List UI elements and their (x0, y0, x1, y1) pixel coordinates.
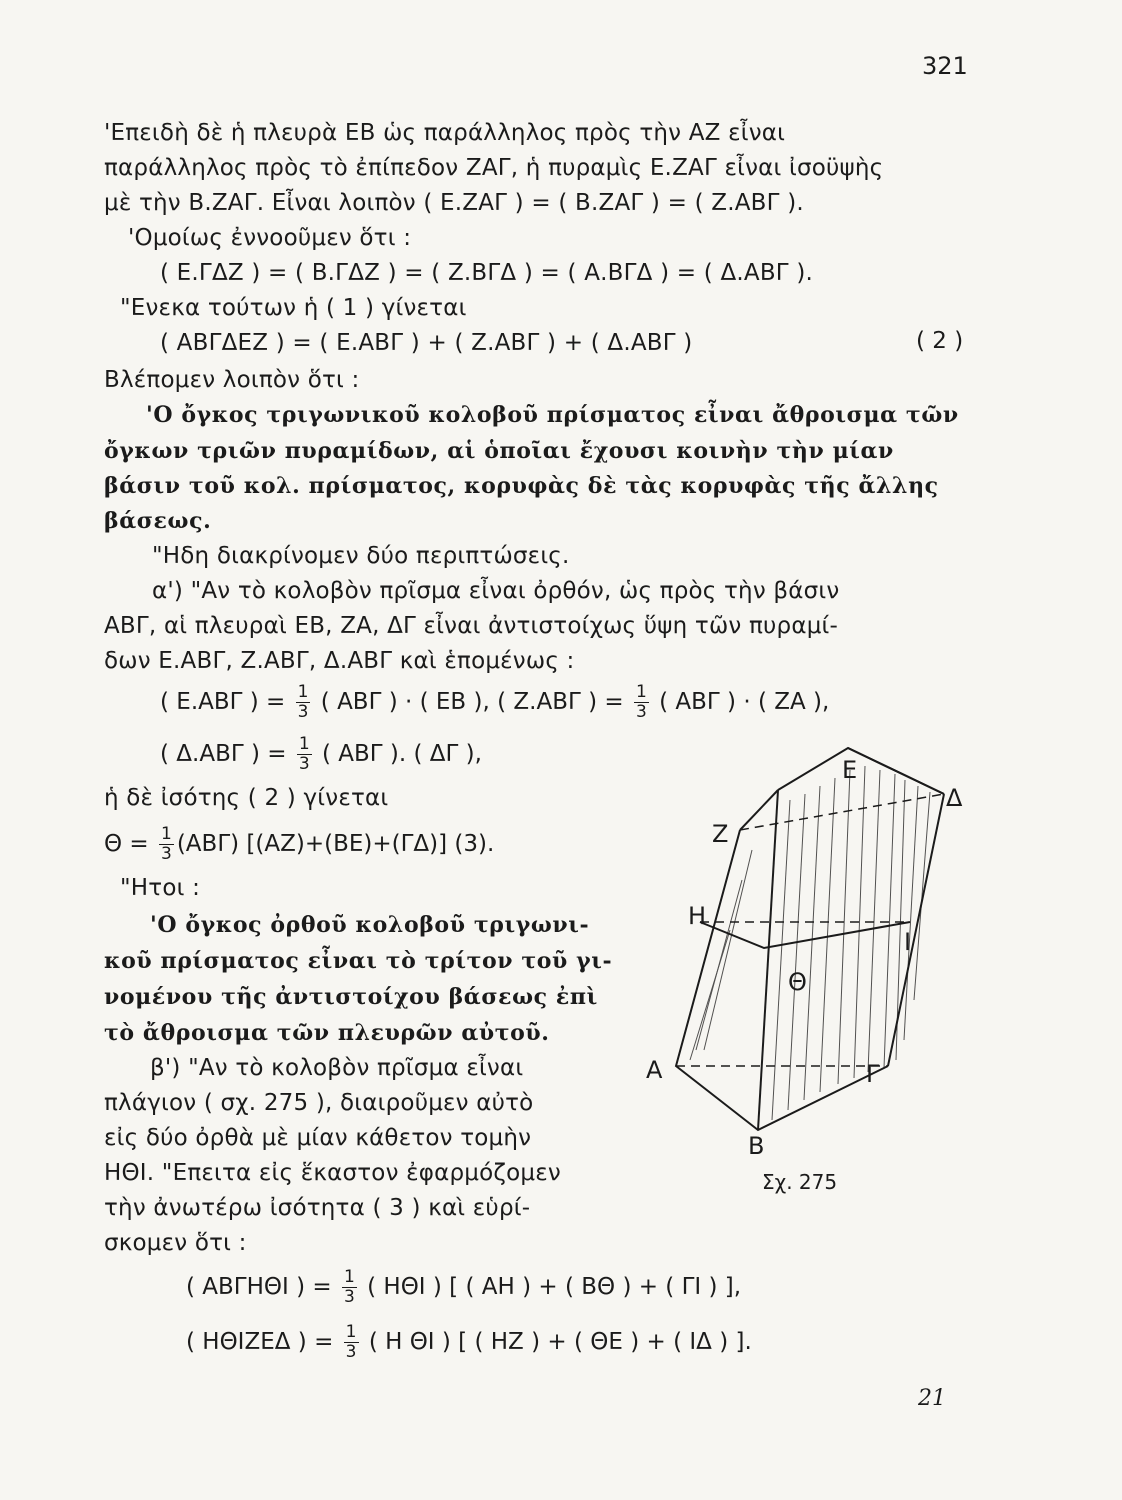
equation-a-line-1 (160, 683, 829, 722)
front-edges (676, 830, 888, 1130)
frac-den: 3 (345, 1342, 357, 1362)
frac-num: 1 (345, 1322, 357, 1342)
cases-line-3: ΑΒΓ, αἱ πλευραὶ ΕΒ, ΖΑ, ΔΓ εἶναι ἀντιστοίχως ὕψη τῶν πυραμί- (104, 613, 839, 639)
final-equation-2 (186, 1323, 752, 1362)
fraction-one-third (634, 683, 649, 722)
equation-2-number: ( 2 ) (916, 328, 964, 354)
eq-a-part-2: ( ΑΒΓ ) · ( ΕΒ ), ( Ζ.ΑΒΓ ) = (320, 689, 624, 715)
theorem1-line-1: 'Ο ὄγκος τριγωνικοῦ κολοβοῦ πρίσματος εἶναι ἄθροισμα τῶν (146, 402, 959, 428)
cases-line-2: α') "Αν τὸ κολοβὸν πρῖσμα εἶναι ὀρθόν, ὡς πρὸς τὴν βάσιν (152, 578, 840, 604)
frac-num: 1 (161, 824, 172, 844)
fraction-one-third (159, 825, 174, 864)
edge-BE (758, 790, 778, 1130)
theorem2-line-3: νομένου τῆς ἀντιστοίχου βάσεως ἐπὶ (104, 984, 598, 1010)
prism-figure (640, 740, 980, 1170)
theorem1-line-4: βάσεως. (104, 508, 212, 534)
label-D: Δ (946, 784, 963, 812)
equation-a-line-2 (160, 735, 482, 774)
eq-a-part-5: ( ΑΒΓ ). ( ΔΓ ), (321, 741, 482, 767)
theorem2-line-2: κοῦ πρίσματος εἶναι τὸ τρίτον τοῦ γι- (104, 948, 613, 974)
footer-number: 21 (918, 1386, 946, 1411)
label-Theta: Θ (788, 968, 807, 996)
case-b-line-4: ΗΘΙ. "Επειτα εἰς ἕκαστον ἐφαρμόζομεν (104, 1160, 561, 1186)
case-b-line-5: τὴν ἀνωτέρω ἰσότητα ( 3 ) καὶ εὑρί- (104, 1195, 531, 1221)
label-I: Ι (904, 928, 912, 956)
fraction-one-third (342, 1268, 357, 1307)
equation-gdz: ( Ε.ΓΔΖ ) = ( Β.ΓΔΖ ) = ( Ζ.ΒΓΔ ) = ( Α.ΒΓΔ ) = ( Δ.ΑΒΓ ). (160, 260, 814, 286)
final-eq2-part-2: ( Η ΘΙ ) [ ( ΗΖ ) + ( ΘΕ ) + ( ΙΔ ) ]. (368, 1329, 752, 1355)
frac-den: 3 (343, 1287, 355, 1307)
eq-a-part-4: ( Δ.ΑΒΓ ) = (160, 741, 287, 767)
edge-top-back (848, 748, 944, 794)
cases-line-4: δων Ε.ΑΒΓ, Ζ.ΑΒΓ, Δ.ΑΒΓ καὶ ἑπομένως : (104, 648, 575, 674)
final-equation-1 (186, 1268, 741, 1307)
fraction-one-third (297, 735, 312, 774)
final-eq1-part-2: ( ΗΘΙ ) [ ( ΑΗ ) + ( ΒΘ ) + ( ΓΙ ) ], (367, 1274, 742, 1300)
frac-num: 1 (298, 734, 310, 754)
label-Z: Ζ (712, 820, 729, 848)
theorem2-line-4: τὸ ἄθροισμα τῶν πλευρῶν αὐτοῦ. (104, 1020, 550, 1046)
page-number: 321 (922, 52, 968, 80)
cases-line-1: "Ηδη διακρίνομεν δύο περιπτώσεις. (152, 543, 570, 569)
frac-den: 3 (635, 702, 647, 722)
label-A: Α (646, 1056, 663, 1084)
figure-caption: Σχ. 275 (762, 1170, 838, 1194)
eq-a-part-3: ( ΑΒΓ ) · ( ΖΑ ), (659, 689, 830, 715)
edge-DG (888, 794, 944, 1066)
final-eq2-part-1: ( ΗΘΙΖΕΔ ) = (186, 1329, 334, 1355)
final-eq1-part-1: ( ΑΒΓΗΘΙ ) = (186, 1274, 332, 1300)
isotis-line: ἡ δὲ ἰσότης ( 2 ) γίνεται (104, 785, 389, 811)
case-b-line-6: σκομεν ὅτι : (104, 1230, 247, 1256)
theorem1-line-3: βάσιν τοῦ κολ. πρίσματος, κορυφὰς δὲ τὰς κορυφὰς τῆς ἄλλης (104, 473, 939, 499)
hidden-ZD (740, 794, 944, 830)
theta-eq-part-1: Θ = (104, 831, 149, 857)
label-B: Β (748, 1132, 765, 1160)
label-G: Γ (866, 1060, 880, 1088)
frac-den: 3 (161, 844, 172, 864)
text-line-4: 'Ομοίως ἐννοοῦμεν ὅτι : (128, 225, 412, 251)
frac-num: 1 (297, 682, 309, 702)
itoi-line: "Ητοι : (120, 875, 201, 901)
frac-num: 1 (343, 1267, 355, 1287)
case-b-line-1: β') "Αν τὸ κολοβὸν πρῖσμα εἶναι (150, 1055, 524, 1081)
text-line-6: "Ενεκα τούτων ἡ ( 1 ) γίνεται (120, 295, 467, 321)
theta-equation (104, 825, 494, 864)
equation-2: ( ΑΒΓΔΕΖ ) = ( Ε.ΑΒΓ ) + ( Ζ.ΑΒΓ ) + ( Δ.ΑΒΓ ) (160, 330, 693, 356)
theta-eq-part-2: (ΑΒΓ) [(ΑΖ)+(ΒΕ)+(ΓΔ)] (3). (176, 831, 495, 857)
text-line-3: μὲ τὴν Β.ΖΑΓ. Εἶναι λοιπὸν ( Ε.ΖΑΓ ) = ( Β.ΖΑΓ ) = ( Ζ.ΑΒΓ ). (104, 190, 804, 216)
case-b-line-2: πλάγιον ( σχ. 275 ), διαιροῦμεν αὐτὸ (104, 1090, 534, 1116)
label-E: Ε (842, 756, 858, 784)
frac-num: 1 (635, 682, 647, 702)
text-line-8: Βλέπομεν λοιπὸν ὅτι : (104, 367, 360, 393)
case-b-line-3: εἰς δύο ὀρθὰ μὲ μίαν κάθετον τομὴν (104, 1125, 532, 1151)
text-line-2: παράλληλος πρὸς τὸ ἐπίπεδον ΖΑΓ, ἡ πυραμὶς Ε.ΖΑΓ εἶναι ἰσοϋψὴς (104, 155, 884, 181)
frac-den: 3 (298, 754, 310, 774)
fraction-one-third (296, 683, 311, 722)
label-H: Η (688, 902, 707, 930)
frac-den: 3 (297, 702, 309, 722)
theorem2-line-1: 'Ο ὄγκος ὀρθοῦ κολοβοῦ τριγωνι- (150, 912, 590, 938)
theorem1-line-2: ὄγκων τριῶν πυραμίδων, αἱ ὁποῖαι ἔχουσι κοινὴν τὴν μίαν (104, 438, 894, 464)
fraction-one-third (344, 1323, 359, 1362)
eq-a-part-1: ( Ε.ΑΒΓ ) = (160, 689, 286, 715)
text-line-1: 'Επειδὴ δὲ ἡ πλευρὰ ΕΒ ὡς παράλληλος πρὸς τὴν ΑΖ εἶναι (104, 120, 786, 146)
